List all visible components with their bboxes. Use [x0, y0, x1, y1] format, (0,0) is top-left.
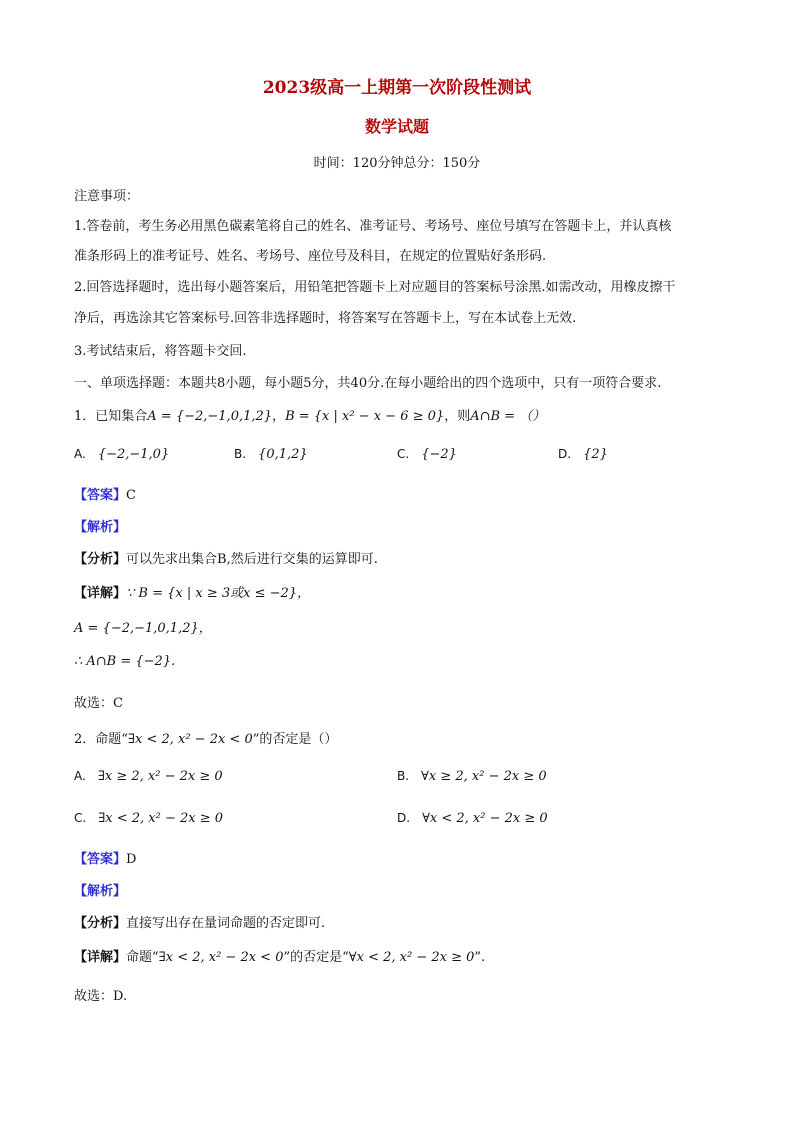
section1-heading: 一、单项选择题：本题共8小题，每小题5分，共40分.在每小题给出的四个选项中，只有一项符合要求.: [74, 376, 662, 391]
q2-option-d-label: D.: [397, 811, 411, 825]
q1-detail: [74, 582, 310, 601]
q2-detail-tag: 【详解】: [74, 950, 127, 965]
q1-option-b-value: {0,1,2}: [258, 447, 308, 462]
q1-option-c-value: {−2}: [421, 447, 457, 462]
q2-conclusion: 故选：D.: [74, 989, 128, 1004]
q2-detail-stmt: ∃x < 2, x² − 2x < 0: [158, 950, 284, 965]
notice-item2-line2: 净后，再选涂其它答案标号.回答非选择题时，将答案写在答题卡上，写在本试卷上无效.: [74, 311, 577, 326]
q1-option-a: [74, 447, 169, 462]
q2-option-a-value: ∃x ≥ 2, x² − 2x ≥ 0: [97, 769, 223, 784]
q1-answer-tag: 【答案】: [74, 488, 127, 503]
q2-detail-end: ”.: [474, 950, 486, 965]
q2-option-b: [397, 769, 547, 784]
q1-prefix: 1．已知集合: [74, 409, 148, 424]
q1-analysis-tag: [74, 516, 126, 535]
q1-option-d: [558, 447, 608, 462]
q1-answer: [74, 484, 136, 503]
q2-detail-neg: ∀x < 2, x² − 2x ≥ 0: [348, 950, 475, 965]
q1-option-d-label: D.: [558, 447, 572, 461]
q2-suffix: ”的否定是（）: [252, 732, 338, 747]
q2-answer-tag: 【答案】: [74, 852, 127, 867]
q1-option-a-value: {−2,−1,0}: [97, 447, 170, 462]
notice-item2-line1: 2.回答选择题时，选出每小题答案后，用铅笔把答题卡上对应题目的答案标号涂黑.如需改动，用橡皮擦干: [74, 280, 676, 295]
q1-conclusion: 故选：C: [74, 696, 123, 711]
q1-stem: [74, 405, 545, 424]
q1-answer-value: C: [126, 488, 136, 503]
q1-option-a-label: A.: [74, 447, 86, 461]
notice-item3: 3.考试结束后，将答题卡交回.: [74, 344, 247, 359]
q1-set-b: B = {x | x² − x − 6 ≥ 0}: [285, 409, 445, 424]
q2-detail: [74, 946, 485, 965]
q1-option-c: [397, 447, 457, 462]
q1-fenxi-text: 可以先求出集合B,然后进行交集的运算即可.: [126, 552, 378, 567]
notice-heading: 注意事项：: [74, 189, 140, 204]
q2-answer: [74, 848, 136, 867]
q1-option-c-label: C.: [397, 447, 410, 461]
q1-fenxi-tag: 【分析】: [74, 552, 127, 567]
q2-option-b-value: ∀x ≥ 2, x² − 2x ≥ 0: [421, 769, 547, 784]
q1-detail-tag: 【详解】: [74, 586, 127, 601]
q1-set-a: A = {−2,−1,0,1,2}: [147, 409, 273, 424]
q1-fenxi: [74, 548, 378, 567]
q1-sep: ，: [272, 409, 286, 424]
q2-option-a-label: A.: [74, 769, 86, 783]
q2-stmt: ∃x < 2, x² − 2x < 0: [127, 732, 253, 747]
q2-fenxi: [74, 912, 325, 931]
q2-detail-pre: 命题“: [126, 950, 159, 965]
q2-detail-mid: ”的否定是“: [283, 950, 349, 965]
q2-fenxi-text: 直接写出存在量词命题的否定即可.: [126, 916, 326, 931]
q2-option-a: [74, 769, 223, 784]
q2-analysis-tag-text: 【解析】: [74, 884, 127, 899]
q1-detail-line1: ∵ B = {x | x ≥ 3或x ≤ −2}，: [126, 586, 311, 601]
q1-option-b: [234, 447, 308, 462]
notice-item1-line1: 1.答卷前，考生务必用黑色碳素笔将自己的姓名、准考证号、考场号、座位号填写在答题卡上，并认真核: [74, 219, 672, 234]
q2-prefix: 2．命题“: [74, 732, 128, 747]
q1-detail-line3: ∴ A∩B = {−2}.: [74, 654, 176, 669]
q1-mid: ，则: [444, 409, 471, 424]
notice-item1-line2: 准条形码上的准考证号、姓名、考场号、座位号及科目，在规定的位置贴好条形码.: [74, 249, 547, 264]
q2-option-c-label: C.: [74, 811, 87, 825]
q2-stem: [74, 728, 337, 747]
q2-option-d: [397, 811, 548, 826]
exam-meta: 时间：120分钟总分：150分: [313, 156, 481, 171]
exam-title: 2023级高一上期第一次阶段性测试: [262, 78, 532, 98]
q2-option-c: [74, 811, 223, 826]
q2-answer-value: D: [126, 852, 137, 867]
q1-option-b-label: B.: [234, 447, 247, 461]
q2-fenxi-tag: 【分析】: [74, 916, 127, 931]
q1-analysis-tag-text: 【解析】: [74, 520, 127, 535]
q2-analysis-tag: [74, 880, 126, 899]
q1-detail-line2: A = {−2,−1,0,1,2}，: [74, 621, 212, 636]
q2-option-d-value: ∀x < 2, x² − 2x ≥ 0: [422, 811, 548, 826]
exam-subtitle: 数学试题: [364, 117, 429, 136]
q2-option-c-value: ∃x < 2, x² − 2x ≥ 0: [98, 811, 224, 826]
q2-option-b-label: B.: [397, 769, 410, 783]
q1-option-d-value: {2}: [583, 447, 608, 462]
q1-expr: A∩B = （）: [470, 409, 546, 424]
